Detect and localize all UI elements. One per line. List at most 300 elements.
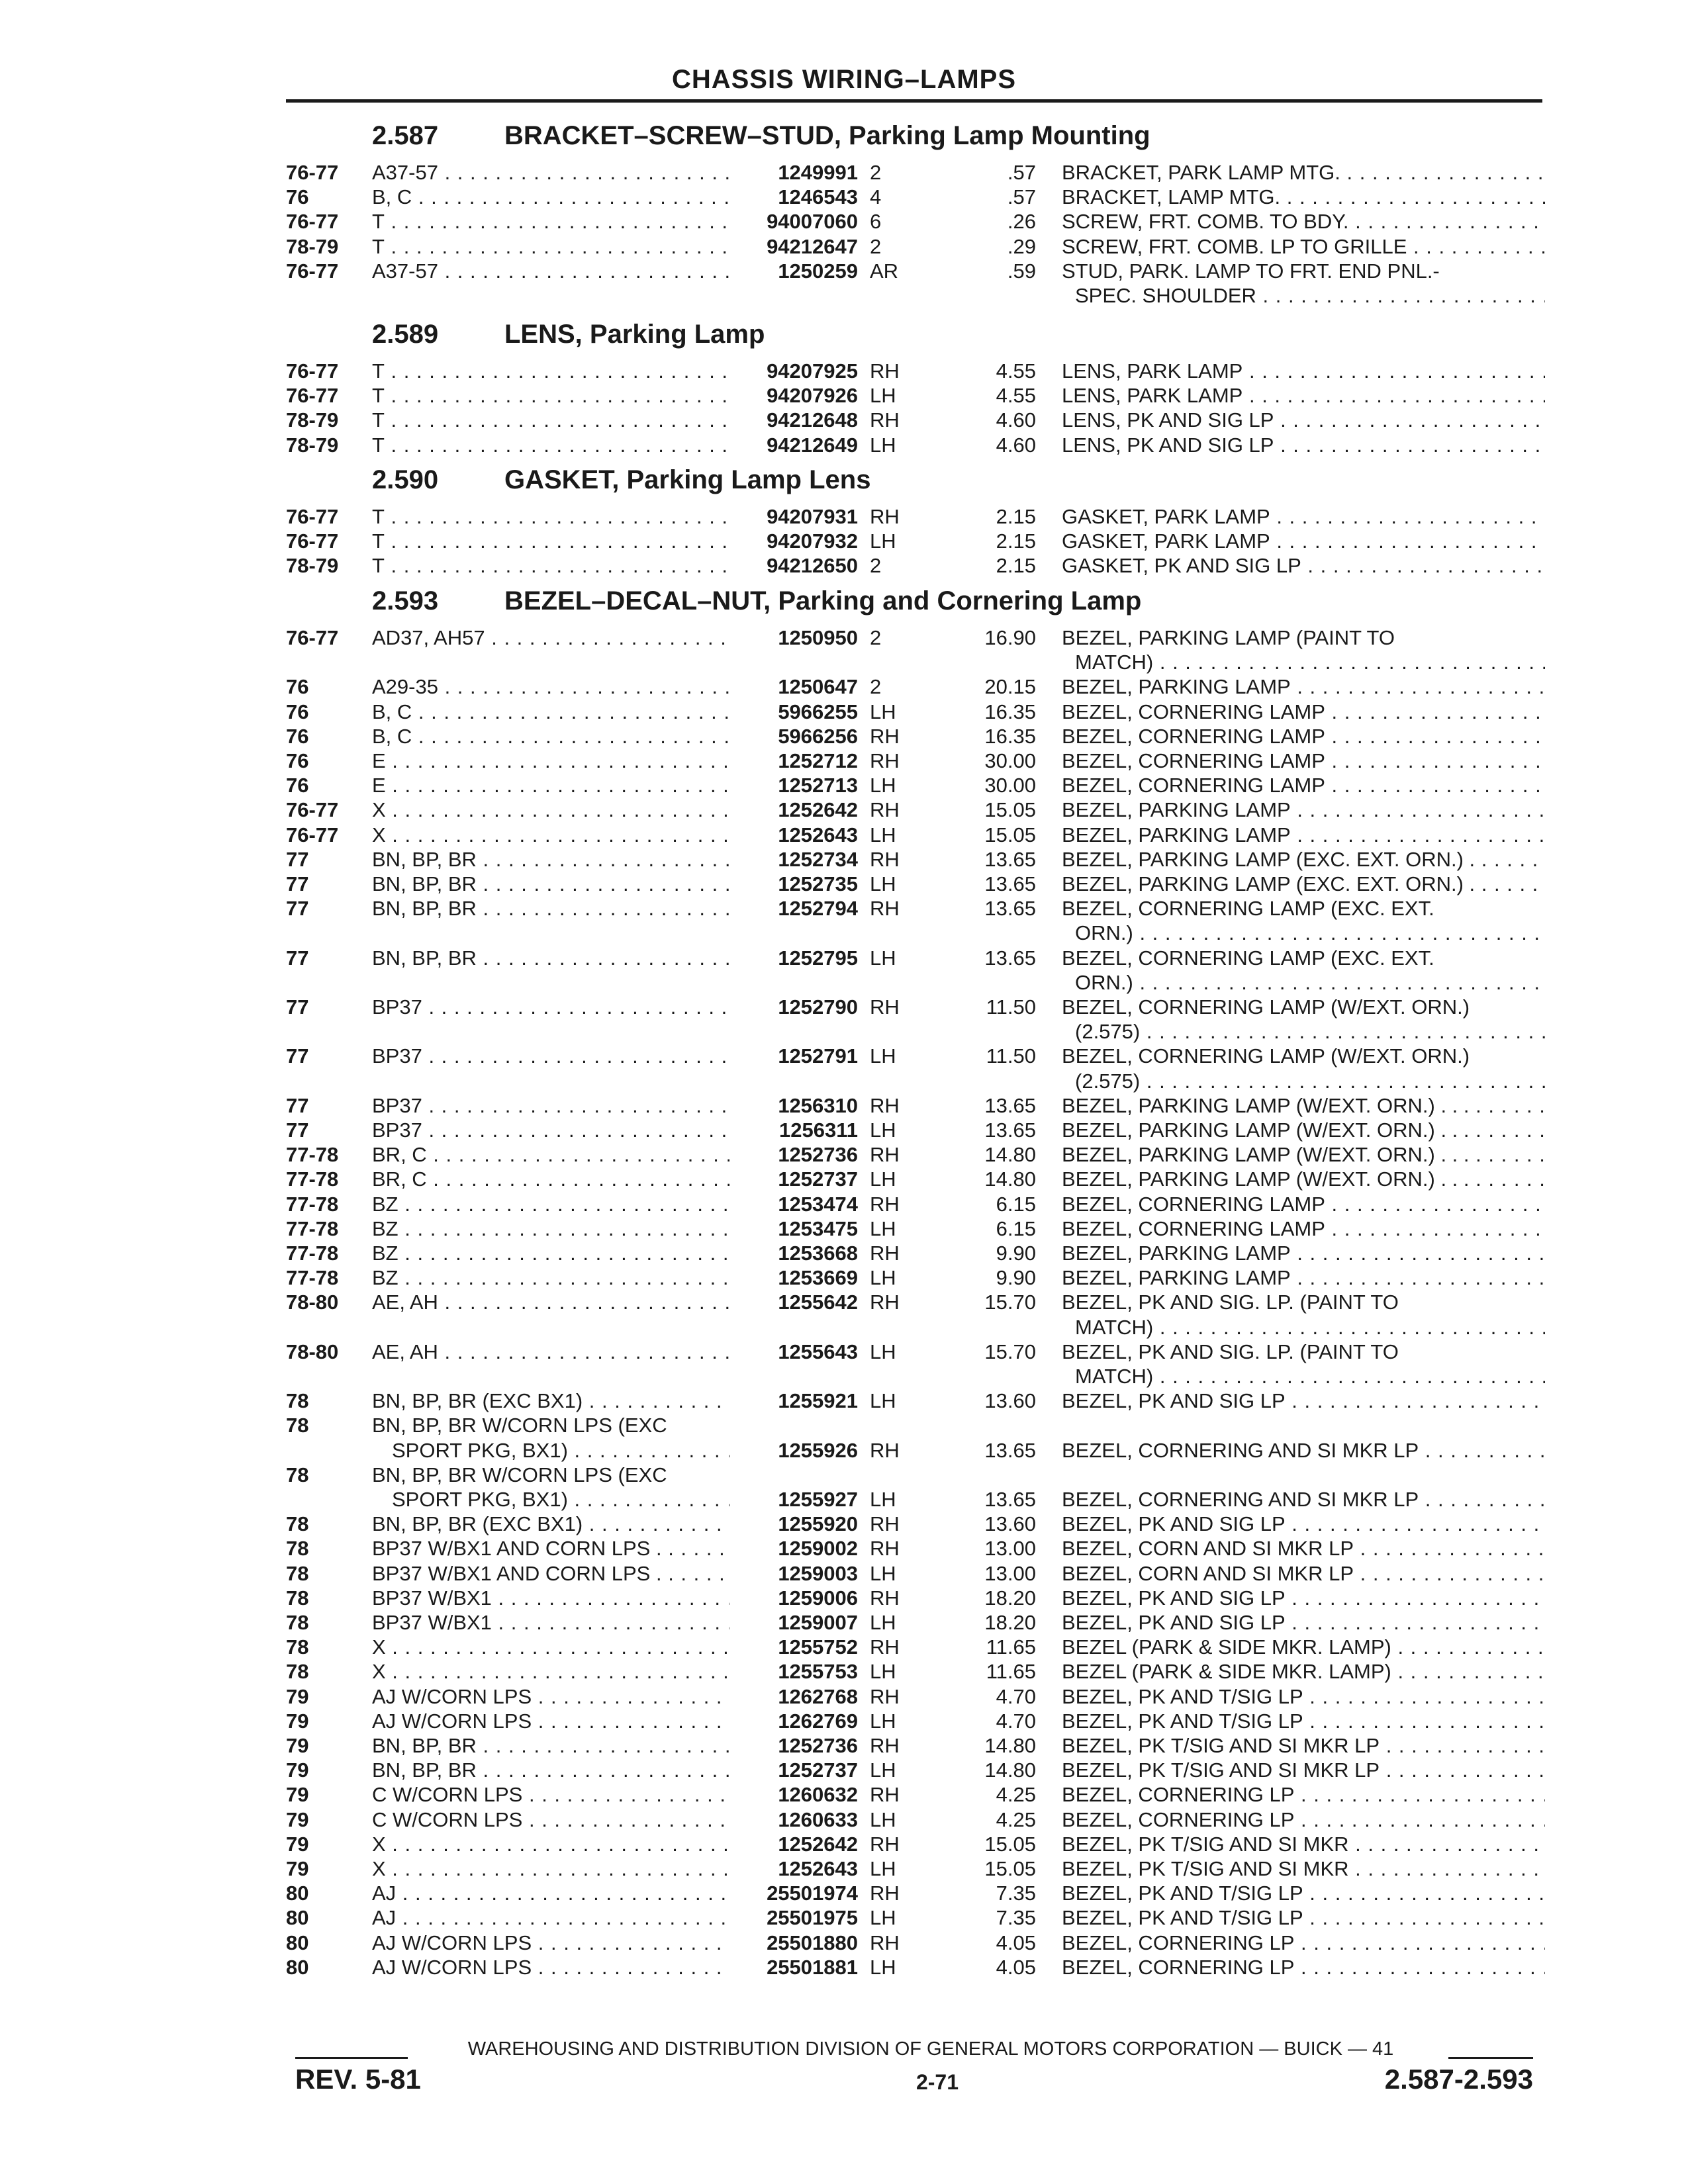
quantity: RH — [870, 408, 900, 432]
description: LENS, PARK LAMP . . . — [1062, 383, 1545, 408]
part-row — [0, 185, 1688, 209]
model-year: 76 — [286, 749, 309, 772]
model-code: BP37 W/BX1 AND CORN LPS . . . . — [372, 1561, 729, 1586]
quantity: LH — [870, 1044, 896, 1068]
model-year: 76-77 — [286, 259, 339, 283]
description: BEZEL, CORNERING LAMP (W/EXT. ORN.) — [1062, 1044, 1470, 1068]
price: 2.15 — [996, 529, 1036, 553]
quantity: RH — [870, 359, 900, 383]
description: BEZEL, CORNERING LAMP . . . — [1062, 700, 1545, 724]
model-year: 80 — [286, 1956, 309, 1979]
model-year: 77 — [286, 1094, 309, 1117]
part-row — [0, 1635, 1688, 1659]
part-row — [0, 1536, 1688, 1561]
quantity: RH — [870, 995, 900, 1019]
part-row — [0, 160, 1688, 185]
part-row — [0, 946, 1688, 970]
description: BEZEL, CORNERING LP . . . — [1062, 1955, 1545, 1979]
model-year: 76 — [286, 774, 309, 797]
quantity: RH — [870, 1512, 900, 1535]
model-code: AJ . . . — [372, 1881, 729, 1905]
model-code: T . . . — [372, 529, 729, 553]
quantity: RH — [870, 1635, 900, 1659]
model-code: C W/CORN LPS . . . — [372, 1782, 729, 1807]
quantity: RH — [870, 1734, 900, 1757]
price: 13.65 — [984, 946, 1036, 970]
price: 14.80 — [984, 1734, 1036, 1757]
part-row — [0, 1733, 1688, 1758]
part-row — [0, 847, 1688, 872]
part-row — [0, 1192, 1688, 1216]
part-number: 1255643 — [778, 1340, 858, 1363]
price: 4.70 — [996, 1709, 1036, 1733]
description: BEZEL, PARKING LAMP (W/EXT. ORN.) . . . . . . — [1062, 1142, 1545, 1167]
price: 13.65 — [984, 1488, 1036, 1511]
model-year: 79 — [286, 1685, 309, 1708]
description: SCREW, FRT. COMB. LP TO GRILLE . . . — [1062, 234, 1545, 259]
price: 4.55 — [996, 384, 1036, 407]
model-code: BP37 W/BX1 . . . — [372, 1610, 729, 1635]
quantity: RH — [870, 1094, 900, 1117]
quantity: RH — [870, 897, 900, 920]
model-code: T . . . — [372, 553, 729, 578]
price: 14.80 — [984, 1758, 1036, 1782]
description: BEZEL, PARKING LAMP . . . — [1062, 797, 1545, 822]
quantity: LH — [870, 1808, 896, 1831]
model-year: 76 — [286, 725, 309, 748]
description: BEZEL, PARKING LAMP . . . — [1062, 674, 1545, 699]
quantity: LH — [870, 1389, 896, 1412]
quantity: RH — [870, 749, 900, 772]
description: BEZEL, PARKING LAMP (W/EXT. ORN.) . . . . . . — [1062, 1167, 1545, 1191]
price: 11.50 — [986, 1044, 1036, 1068]
quantity: LH — [870, 1488, 896, 1511]
description-continued: MATCH) . . . — [1075, 650, 1545, 674]
footer-rule-left — [295, 2057, 408, 2059]
part-number: 94207931 — [767, 505, 858, 528]
part-number: 1259003 — [778, 1562, 858, 1585]
description: BEZEL, PARKING LAMP . . . — [1062, 823, 1545, 847]
description: BEZEL, CORNERING LAMP (EXC. EXT. — [1062, 946, 1434, 970]
price: 30.00 — [984, 774, 1036, 797]
part-row — [0, 625, 1688, 650]
model-code: BN, BP, BR . . . — [372, 946, 729, 970]
page-title: CHASSIS WIRING–LAMPS — [671, 65, 1017, 94]
part-row-continued — [0, 1315, 1688, 1340]
part-row — [0, 700, 1688, 724]
part-row — [0, 1265, 1688, 1290]
quantity: LH — [870, 1857, 896, 1880]
part-row — [0, 773, 1688, 797]
description: BEZEL, PK T/SIG AND SI MKR . . . — [1062, 1832, 1545, 1856]
description-continued: MATCH) . . . — [1075, 1364, 1545, 1388]
part-number: 1259007 — [778, 1611, 858, 1634]
part-row — [0, 1832, 1688, 1856]
quantity: RH — [870, 1685, 900, 1708]
quantity: 6 — [870, 210, 882, 233]
part-number: 1260632 — [778, 1783, 858, 1806]
part-row — [0, 1167, 1688, 1191]
model-year: 77 — [286, 946, 309, 970]
description: BEZEL, CORNERING LAMP . . . — [1062, 773, 1545, 797]
price: 13.60 — [984, 1389, 1036, 1412]
model-code: AJ . . . — [372, 1905, 729, 1930]
part-row — [0, 1093, 1688, 1118]
part-number: 1252737 — [778, 1758, 858, 1782]
part-row — [0, 674, 1688, 699]
description: BEZEL, CORNERING LAMP . . . — [1062, 1192, 1545, 1216]
description: LENS, PARK LAMP . . . — [1062, 359, 1545, 383]
description: BEZEL, CORN AND SI MKR LP . . . — [1062, 1561, 1545, 1586]
part-row-model-line — [0, 1463, 1688, 1487]
part-number: 25501880 — [767, 1931, 858, 1954]
quantity: RH — [870, 798, 900, 821]
description: BEZEL, PK AND SIG LP . . . — [1062, 1610, 1545, 1635]
section-title: GASKET, Parking Lamp Lens — [504, 465, 871, 494]
model-year: 77 — [286, 897, 309, 920]
quantity: 2 — [870, 626, 882, 649]
price: 2.15 — [996, 505, 1036, 528]
model-code: E . . . — [372, 773, 729, 797]
part-row — [0, 433, 1688, 457]
model-year: 76-77 — [286, 384, 339, 407]
model-year: 77-78 — [286, 1266, 339, 1289]
part-row — [0, 1388, 1688, 1413]
description: BEZEL, CORNERING LAMP . . . — [1062, 749, 1545, 773]
part-number: 94207925 — [767, 359, 858, 383]
part-number: 1253668 — [778, 1242, 858, 1265]
part-row — [0, 1044, 1688, 1068]
model-year: 79 — [286, 1833, 309, 1856]
model-code: B, C . . . — [372, 700, 729, 724]
part-row — [0, 896, 1688, 921]
model-year: 77-78 — [286, 1167, 339, 1191]
part-number: 1255752 — [778, 1635, 858, 1659]
part-row — [0, 529, 1688, 553]
part-number: 1259006 — [778, 1586, 858, 1610]
part-number: 94207926 — [767, 384, 858, 407]
quantity: LH — [870, 946, 896, 970]
model-code: BN, BP, BR . . . — [372, 847, 729, 872]
quantity: LH — [870, 529, 896, 553]
price: 4.05 — [996, 1931, 1036, 1954]
quantity: LH — [870, 1660, 896, 1683]
part-row — [0, 553, 1688, 578]
model-code: X . . . — [372, 1659, 729, 1684]
model-code: T . . . — [372, 504, 729, 529]
part-number: 1256310 — [778, 1094, 858, 1117]
part-number: 1262768 — [778, 1685, 858, 1708]
price: 2.15 — [996, 554, 1036, 577]
price: 18.20 — [984, 1611, 1036, 1634]
quantity: RH — [870, 725, 900, 748]
model-code: BZ . . . — [372, 1265, 729, 1290]
part-row — [0, 1782, 1688, 1807]
price: 13.65 — [984, 872, 1036, 895]
quantity: RH — [870, 1242, 900, 1265]
quantity: RH — [870, 1537, 900, 1560]
quantity: RH — [870, 848, 900, 871]
description: BEZEL, CORNERING LP . . . — [1062, 1782, 1545, 1807]
part-row — [0, 1931, 1688, 1955]
part-number: 1252643 — [778, 823, 858, 846]
part-number: 1246543 — [778, 185, 858, 208]
model-year: 78 — [286, 1463, 309, 1486]
part-row — [0, 383, 1688, 408]
description-continued: ORN.) . . . — [1075, 970, 1545, 995]
section-heading — [372, 121, 1497, 150]
model-year: 76-77 — [286, 529, 339, 553]
description: BEZEL, PARKING LAMP (W/EXT. ORN.) . . . . . . — [1062, 1118, 1545, 1142]
price: .26 — [1007, 210, 1036, 233]
section-title: LENS, Parking Lamp — [504, 320, 765, 349]
model-year: 77 — [286, 848, 309, 871]
part-number: 1259002 — [778, 1537, 858, 1560]
quantity: 2 — [870, 161, 882, 184]
price: 4.05 — [996, 1956, 1036, 1979]
price: 16.35 — [984, 700, 1036, 723]
model-year: 78 — [286, 1635, 309, 1659]
model-code: BN, BP, BR . . . — [372, 1733, 729, 1758]
section-number: 2.587 — [372, 121, 439, 150]
part-number: 25501975 — [767, 1906, 858, 1929]
price: 16.35 — [984, 725, 1036, 748]
price: 13.60 — [984, 1512, 1036, 1535]
model-year: 80 — [286, 1882, 309, 1905]
part-row — [0, 1955, 1688, 1979]
part-row — [0, 209, 1688, 234]
part-row — [0, 408, 1688, 432]
part-row — [0, 504, 1688, 529]
quantity: LH — [870, 1167, 896, 1191]
price: 15.05 — [984, 823, 1036, 846]
price: 13.65 — [984, 848, 1036, 871]
description: GASKET, PK AND SIG LP . . . — [1062, 553, 1545, 578]
model-code: X . . . — [372, 1635, 729, 1659]
part-row — [0, 1709, 1688, 1733]
part-row — [0, 995, 1688, 1019]
part-row — [0, 259, 1688, 283]
description: SCREW, FRT. COMB. TO BDY. . . . — [1062, 209, 1545, 234]
model-year: 76-77 — [286, 798, 339, 821]
quantity: LH — [870, 1758, 896, 1782]
price: 13.65 — [984, 1094, 1036, 1117]
section-number: 2.590 — [372, 465, 439, 494]
part-number: 1252790 — [778, 995, 858, 1019]
description: BEZEL, PK AND SIG LP . . . — [1062, 1586, 1545, 1610]
price: 16.90 — [984, 626, 1036, 649]
description: BEZEL, PARKING LAMP . . . — [1062, 1241, 1545, 1265]
model-code: AE, AH . . . — [372, 1340, 729, 1364]
part-number: 1255921 — [778, 1389, 858, 1412]
part-row — [0, 359, 1688, 383]
description: BEZEL, CORNERING AND SI MKR LP . . . — [1062, 1487, 1545, 1512]
part-number: 1252642 — [778, 1833, 858, 1856]
model-year: 77-78 — [286, 1217, 339, 1240]
price: 13.65 — [984, 897, 1036, 920]
model-year: 76 — [286, 675, 309, 698]
description-continued: SPEC. SHOULDER . . . — [1075, 283, 1545, 308]
part-row-continued — [0, 921, 1688, 945]
model-code: X . . . — [372, 797, 729, 822]
model-code: AJ W/CORN LPS . . . — [372, 1955, 729, 1979]
quantity: LH — [870, 700, 896, 723]
price: 13.00 — [984, 1562, 1036, 1585]
description: LENS, PK AND SIG LP . . . — [1062, 433, 1545, 457]
title-rule — [286, 99, 1542, 103]
part-number: 1262769 — [778, 1709, 858, 1733]
part-number: 25501974 — [767, 1882, 858, 1905]
part-row — [0, 1142, 1688, 1167]
part-row — [0, 872, 1688, 896]
part-row — [0, 1610, 1688, 1635]
description-continued: MATCH) . . . — [1075, 1315, 1545, 1340]
model-code: BN, BP, BR (EXC BX1) . . . — [372, 1388, 729, 1413]
price: 15.05 — [984, 1833, 1036, 1856]
model-code: E . . . — [372, 749, 729, 773]
footer-division: WAREHOUSING AND DISTRIBUTION DIVISION OF GENERAL MOTORS CORPORATION — BUICK — 41 — [467, 2038, 1394, 2060]
model-year: 76-77 — [286, 823, 339, 846]
part-number: 94207932 — [767, 529, 858, 553]
part-number: 1260633 — [778, 1808, 858, 1831]
part-number: 1249991 — [778, 161, 858, 184]
part-number: 94212649 — [767, 433, 858, 457]
model-code: X . . . — [372, 823, 729, 847]
model-code: AJ W/CORN LPS . . . — [372, 1931, 729, 1955]
part-row-continued — [0, 650, 1688, 674]
model-code: T . . . — [372, 359, 729, 383]
model-year: 77-78 — [286, 1193, 339, 1216]
price: 13.65 — [984, 1118, 1036, 1142]
model-year: 77 — [286, 1044, 309, 1068]
model-code: BZ . . . — [372, 1192, 729, 1216]
section-title: BEZEL–DECAL–NUT, Parking and Cornering Lamp — [504, 586, 1142, 615]
price: 7.35 — [996, 1882, 1036, 1905]
quantity: RH — [870, 1291, 900, 1314]
part-number: 5966255 — [778, 700, 858, 723]
quantity: LH — [870, 1956, 896, 1979]
description: BEZEL, CORNERING LP . . . — [1062, 1931, 1545, 1955]
description: BEZEL, PK AND T/SIG LP . . . — [1062, 1905, 1545, 1930]
description: BEZEL, PARKING LAMP (EXC. EXT. ORN.) . . . . — [1062, 847, 1545, 872]
part-number: 1250950 — [778, 626, 858, 649]
model-code: AD37, AH57 . . . — [372, 625, 729, 650]
description: GASKET, PARK LAMP . . . — [1062, 529, 1545, 553]
footer-section-range: 2.587-2.593 — [1384, 2064, 1533, 2095]
model-code: T . . . — [372, 433, 729, 457]
model-year: 76-77 — [286, 626, 339, 649]
price: 4.55 — [996, 359, 1036, 383]
model-code: BP37 W/BX1 . . . — [372, 1586, 729, 1610]
part-number: 1252736 — [778, 1734, 858, 1757]
part-row-continued — [0, 970, 1688, 995]
quantity: LH — [870, 1118, 896, 1142]
part-number: 94007060 — [767, 210, 858, 233]
part-row — [0, 1586, 1688, 1610]
model-code: A37-57 . . . — [372, 160, 729, 185]
part-number: 1252713 — [778, 774, 858, 797]
model-year: 78 — [286, 1512, 309, 1535]
price: 14.80 — [984, 1167, 1036, 1191]
part-number: 1252737 — [778, 1167, 858, 1191]
model-code: A37-57 . . . — [372, 259, 729, 283]
section-heading — [372, 320, 1497, 349]
quantity: RH — [870, 1193, 900, 1216]
part-row — [0, 1512, 1688, 1536]
price: 6.15 — [996, 1217, 1036, 1240]
model-year: 77 — [286, 1118, 309, 1142]
part-number: 1253669 — [778, 1266, 858, 1289]
part-number: 1252736 — [778, 1143, 858, 1166]
model-year: 76-77 — [286, 161, 339, 184]
model-year: 78 — [286, 1537, 309, 1560]
part-number: 1252795 — [778, 946, 858, 970]
description: BEZEL, CORNERING LAMP . . . — [1062, 1216, 1545, 1241]
model-code: T . . . — [372, 408, 729, 432]
description: BEZEL, CORNERING AND SI MKR LP . . . — [1062, 1438, 1545, 1463]
quantity: LH — [870, 1340, 896, 1363]
model-code: BP37 . . . — [372, 1093, 729, 1118]
model-year: 78 — [286, 1611, 309, 1634]
description: BEZEL, PK AND T/SIG LP . . . — [1062, 1709, 1545, 1733]
quantity: LH — [870, 1611, 896, 1634]
part-number: 25501881 — [767, 1956, 858, 1979]
part-row-continued — [0, 1364, 1688, 1388]
description: BEZEL, PARKING LAMP (W/EXT. ORN.) . . . . . . — [1062, 1093, 1545, 1118]
model-code: BZ . . . — [372, 1216, 729, 1241]
part-number: 1253474 — [778, 1193, 858, 1216]
model-year: 78 — [286, 1414, 309, 1437]
description: BEZEL (PARK & SIDE MKR. LAMP) . . . — [1062, 1635, 1545, 1659]
description: BEZEL, PK AND SIG. LP. (PAINT TO — [1062, 1291, 1399, 1314]
price: .29 — [1007, 235, 1036, 258]
part-row — [0, 1340, 1688, 1364]
model-code: T . . . — [372, 209, 729, 234]
model-year: 78 — [286, 1389, 309, 1412]
part-row — [0, 234, 1688, 259]
price: 14.80 — [984, 1143, 1036, 1166]
part-row — [0, 1118, 1688, 1142]
model-year: 79 — [286, 1857, 309, 1880]
model-year: 78-80 — [286, 1340, 339, 1363]
model-year: 76-77 — [286, 359, 339, 383]
model-code: BP37 . . . — [372, 1044, 729, 1068]
quantity: LH — [870, 1709, 896, 1733]
quantity: RH — [870, 1143, 900, 1166]
model-year: 79 — [286, 1709, 309, 1733]
price: 15.05 — [984, 798, 1036, 821]
part-row — [0, 1905, 1688, 1930]
quantity: LH — [870, 872, 896, 895]
description: BEZEL, PARKING LAMP (PAINT TO — [1062, 626, 1395, 649]
model-code: AJ W/CORN LPS . . . — [372, 1684, 729, 1709]
description-continued: ORN.) . . . — [1075, 921, 1545, 945]
part-number: 1256311 — [779, 1118, 858, 1142]
model-year: 79 — [286, 1808, 309, 1831]
part-number: 1252642 — [778, 798, 858, 821]
price: 4.70 — [996, 1685, 1036, 1708]
price: 7.35 — [996, 1906, 1036, 1929]
description: BRACKET, LAMP MTG. . . . — [1062, 185, 1545, 209]
model-code: BN, BP, BR . . . — [372, 1758, 729, 1782]
part-row — [0, 1758, 1688, 1782]
description: BEZEL (PARK & SIDE MKR. LAMP) . . . — [1062, 1659, 1545, 1684]
price: 13.00 — [984, 1537, 1036, 1560]
part-row — [0, 1438, 1688, 1463]
description: BEZEL, PK AND T/SIG LP . . . — [1062, 1684, 1545, 1709]
model-year: 78-80 — [286, 1291, 339, 1314]
part-number: 5966256 — [778, 725, 858, 748]
